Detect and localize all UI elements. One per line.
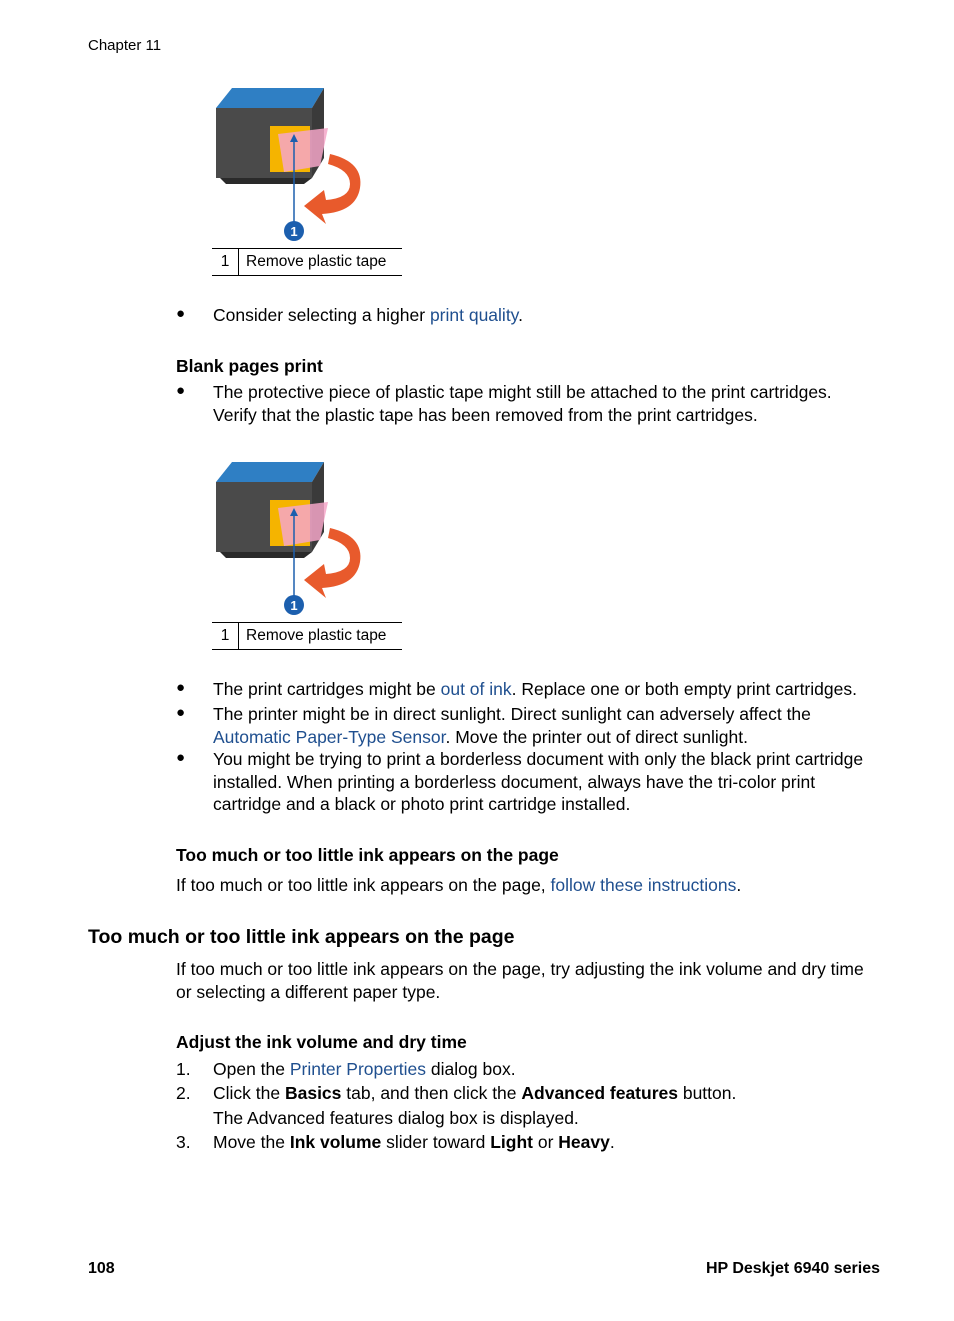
bullet-plastic-tape: The protective piece of plastic tape might still be attached to the print cartridges. Verify that the plastic tape has been removed from the print cartridges. (213, 382, 832, 425)
paragraph-ink: If too much or too little ink appears on the page, try adjusting the ink volume and dry time or selecting a different paper type. (176, 959, 864, 1002)
step-number: 2. (176, 1083, 191, 1103)
step-number: 1. (176, 1059, 191, 1079)
page-number: 108 (88, 1260, 115, 1277)
callout-1: 1 (290, 598, 298, 613)
figure-caption-1 (212, 248, 402, 276)
caption-text: Remove plastic tape (246, 253, 387, 270)
bullet-dot: ● (176, 382, 186, 399)
bullet-direct-sunlight: The printer might be in direct sunlight. Direct sunlight can adversely affect the Automatic Paper-Type Sensor. Move the printer out of direct sunlight. (213, 704, 811, 747)
step-2-result: The Advanced features dialog box is displayed. (213, 1107, 579, 1128)
out-of-ink-link[interactable]: out of ink (440, 679, 512, 699)
bullet-dot: ● (176, 749, 186, 766)
step-3: Move the Ink volume slider toward Light or Heavy. (213, 1132, 615, 1152)
heading-adjust-ink: Adjust the ink volume and dry time (176, 1032, 467, 1052)
bullet-dot: ● (176, 679, 186, 696)
section-heading-ink: Too much or too little ink appears on the page (88, 926, 515, 948)
paper-type-sensor-link[interactable]: Automatic Paper-Type Sensor (213, 726, 446, 747)
figure-caption-2 (212, 622, 402, 650)
paragraph-ink-small: If too much or too little ink appears on the page, follow these instructions. (176, 875, 742, 895)
caption-number: 1 (212, 249, 239, 275)
caption-text: Remove plastic tape (246, 627, 387, 644)
cartridge-illustration-2 (212, 454, 402, 618)
caption-number: 1 (212, 623, 239, 649)
heading-ink-small: Too much or too little ink appears on the page (176, 845, 559, 865)
step-number: 3. (176, 1132, 191, 1152)
product-name: HP Deskjet 6940 series (705, 1260, 880, 1277)
follow-instructions-link[interactable]: follow these instructions (550, 875, 737, 895)
bullet-dot: ● (176, 305, 186, 322)
chapter-header: Chapter 11 (88, 37, 162, 54)
cartridge-illustration-1 (212, 80, 402, 244)
bullet-dot: ● (176, 704, 186, 721)
callout-1: 1 (290, 224, 298, 239)
bullet-borderless: You might be trying to print a borderless document with only the black print cartridge installed. When printing a borderless document, always have the tri-color print cartridge and a black or photo print cartridge installed. (213, 749, 864, 814)
heading-blank-pages: Blank pages print (176, 356, 323, 376)
printer-properties-link[interactable]: Printer Properties (289, 1059, 427, 1079)
bullet-out-of-ink: The print cartridges might be out of ink. Replace one or both empty print cartridges. (213, 679, 857, 699)
step-1: Open the Printer Properties dialog box. (213, 1059, 516, 1079)
print-quality-link[interactable]: print quality (429, 305, 519, 325)
step-2: Click the Basics tab, and then click the Advanced features button. The Advanced features dialog box is displayed. (213, 1082, 893, 1129)
bullet-print-quality: Consider selecting a higher print quality. (213, 305, 524, 325)
